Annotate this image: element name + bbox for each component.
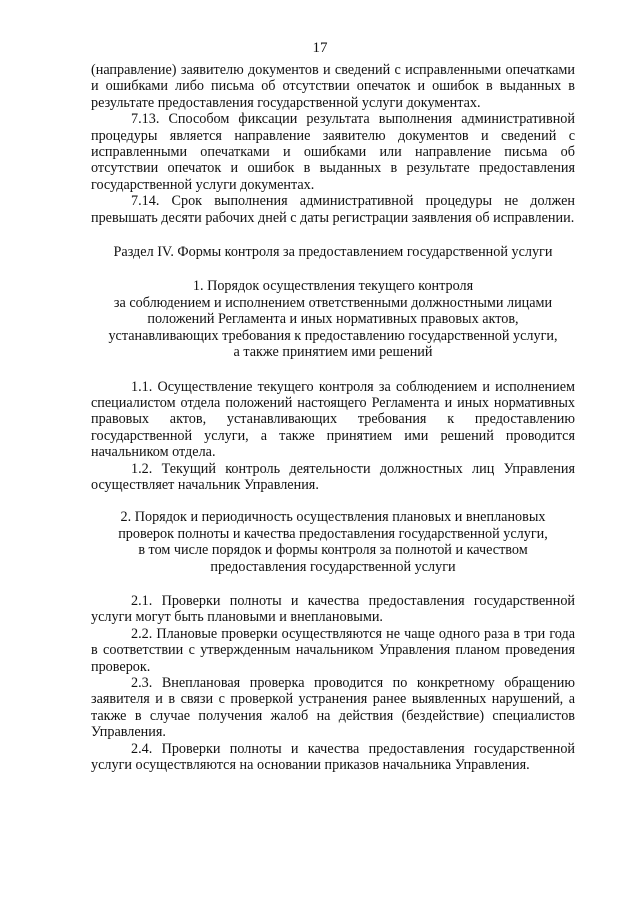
paragraph-2-2: 2.2. Плановые проверки осуществляются не чаще одного раза в три года в соответствии с утвержденным начальником Управления планом проведения проверок. — [91, 625, 575, 675]
paragraph-continuation: (направление) заявителю документов и сведений с исправленными опечатками и ошибками либо письма об отсутствии опечаток и ошибок в выданных в результате предоставления государственной услуги документах. — [91, 62, 575, 111]
subheading-1-line: положений Регламента и иных нормативных правовых актов, — [147, 311, 519, 328]
subheading-1-line: устанавливающих требования к предоставлению государственной услуги, — [108, 327, 558, 344]
subheading-2 — [91, 509, 575, 575]
paragraph-7-14: 7.14. Срок выполнения административной процедуры не должен превышать десяти рабочих дней с даты регистрации заявления об исправлении. — [91, 193, 575, 226]
document-body — [91, 62, 575, 773]
subheading-2-line: проверок полноты и качества предоставления государственной услуги, — [118, 525, 548, 542]
subheading-1 — [91, 278, 575, 360]
paragraph-2-4: 2.4. Проверки полноты и качества предоставления государственной услуги осуществляются на основании приказов начальника Управления. — [91, 740, 575, 774]
page-number: 17 — [312, 40, 328, 56]
section-title: Раздел IV. Формы контроля за предоставлением государственной услуги — [113, 244, 553, 261]
subheading-1-line: а также принятием ими решений — [233, 344, 433, 361]
paragraph-1-2: 1.2. Текущий контроль деятельности должностных лиц Управления осуществляет начальник Управления. — [91, 460, 575, 493]
subheading-2-line: предоставления государственной услуги — [210, 558, 456, 575]
subheading-2-line: 2. Порядок и периодичность осуществления плановых и внеплановых — [120, 509, 546, 526]
paragraph-7-13: 7.13. Способом фиксации результата выполнения административной процедуры является направление заявителю документов и сведений с исправленными опечатками и ошибками или направление письма об отсутствии опечаток и ошибок в выданных в результате предоставления государственной услуги документах. — [91, 111, 575, 193]
paragraph-1-1: 1.1. Осуществление текущего контроля за соблюдением и исполнением специалистом отдела положений настоящего Регламента и иных нормативных правовых актов, устанавливающих требования к предоставлению государственной услуги, а также принятием ими решений проводится начальником отдела. — [91, 378, 575, 461]
paragraph-2-3: 2.3. Внеплановая проверка проводится по конкретному обращению заявителя и в связи с проверкой устранения ранее выявленных нарушений, а также в случае получения жалоб на действия (бездействие) специалистов Управления. — [91, 675, 575, 741]
subheading-1-line: за соблюдением и исполнением ответственными должностными лицами — [113, 294, 553, 311]
paragraph-2-1: 2.1. Проверки полноты и качества предоставления государственной услуги могут быть плановыми и внеплановыми. — [91, 592, 575, 626]
subheading-2-line: в том числе порядок и формы контроля за полнотой и качеством — [138, 542, 528, 559]
subheading-1-line: 1. Порядок осуществления текущего контроля — [192, 278, 474, 295]
